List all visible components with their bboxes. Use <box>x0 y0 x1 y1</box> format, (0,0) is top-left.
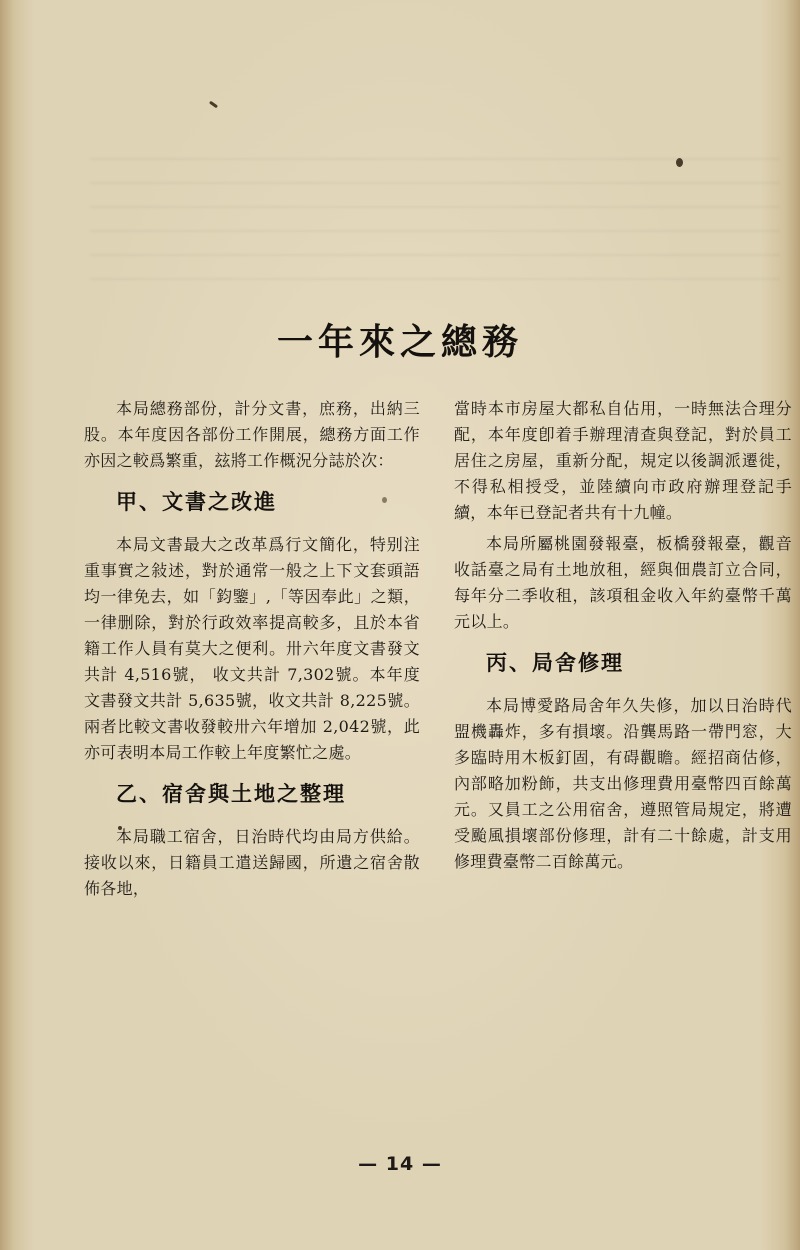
land-lease-paragraph: 本局所屬桃園發報臺，板橋發報臺，觀音收話臺之局有土地放租，經與佃農訂立合同，每年分二季收租，該項租金收入年約臺幣千萬元以上。 <box>454 534 792 631</box>
building-repair-paragraph: 本局博愛路局舍年久失修，加以日治時代盟機轟炸，多有損壞。沿龔馬路一帶門窓，大多臨時用木板釘固，有碍觀瞻。經招商估修，內部略加粉飾，共支出修理費用臺幣四百餘萬元。又員工之公用宿舍，遵照管局規定，將遭受颱風損壞部份修理，計有二十餘處，計支用修理費臺幣二百餘萬元。 <box>454 696 792 871</box>
section-heading-documents: 甲、文書之改進 <box>116 490 277 514</box>
section-heading-building-repair: 丙、局舍修理 <box>486 651 624 675</box>
paper-speck <box>209 101 218 109</box>
right-column <box>454 396 792 875</box>
section-heading-dormitory-land: 乙、宿舍與土地之整理 <box>116 782 346 806</box>
bleed-through-shadow <box>90 150 780 280</box>
documents-paragraph: 本局文書最大之改革爲行文簡化，特别注重事實之敍述，對於通常一般之上下文套頭語均一律免去，如「鈞鑒」,「等因奉此」之類，一律删除，對於行政效率提高較多，且於本省籍工作人員有莫大之便利。卅六年度文書發文共計 4,516號， 收文共計 7,302號。本年度文書發文共計 5,635號，收文共計 8,225號。兩者比較文書收發較卅六年增加 2,042號，此亦可表明本局工作較上年度繁忙之處。 <box>84 535 420 762</box>
paper-speck <box>676 158 683 167</box>
dormitory-paragraph-start: 本局職工宿舍，日治時代均由局方供給。接收以來，日籍員工遣送歸國，所遺之宿舍散佈各地， <box>84 827 420 898</box>
left-column <box>84 396 420 902</box>
page-number: — 14 — <box>358 1153 442 1175</box>
intro-paragraph: 本局總務部份，計分文書，庶務，出納三股。本年度因各部份工作開展，總務方面工作亦因之較爲繁重，玆將工作概況分誌於次： <box>84 399 420 470</box>
dormitory-paragraph-continued: 當時本市房屋大都私自佔用，一時無法合理分配，本年度卽着手辦理清查與登記，對於員工居住之房屋，重新分配，規定以後調派遷徙，不得私相授受，並陸續向市政府辦理登記手續，本年已登記者共有十九幢。 <box>454 399 792 522</box>
page-title: 一年來之總務 <box>276 322 523 363</box>
